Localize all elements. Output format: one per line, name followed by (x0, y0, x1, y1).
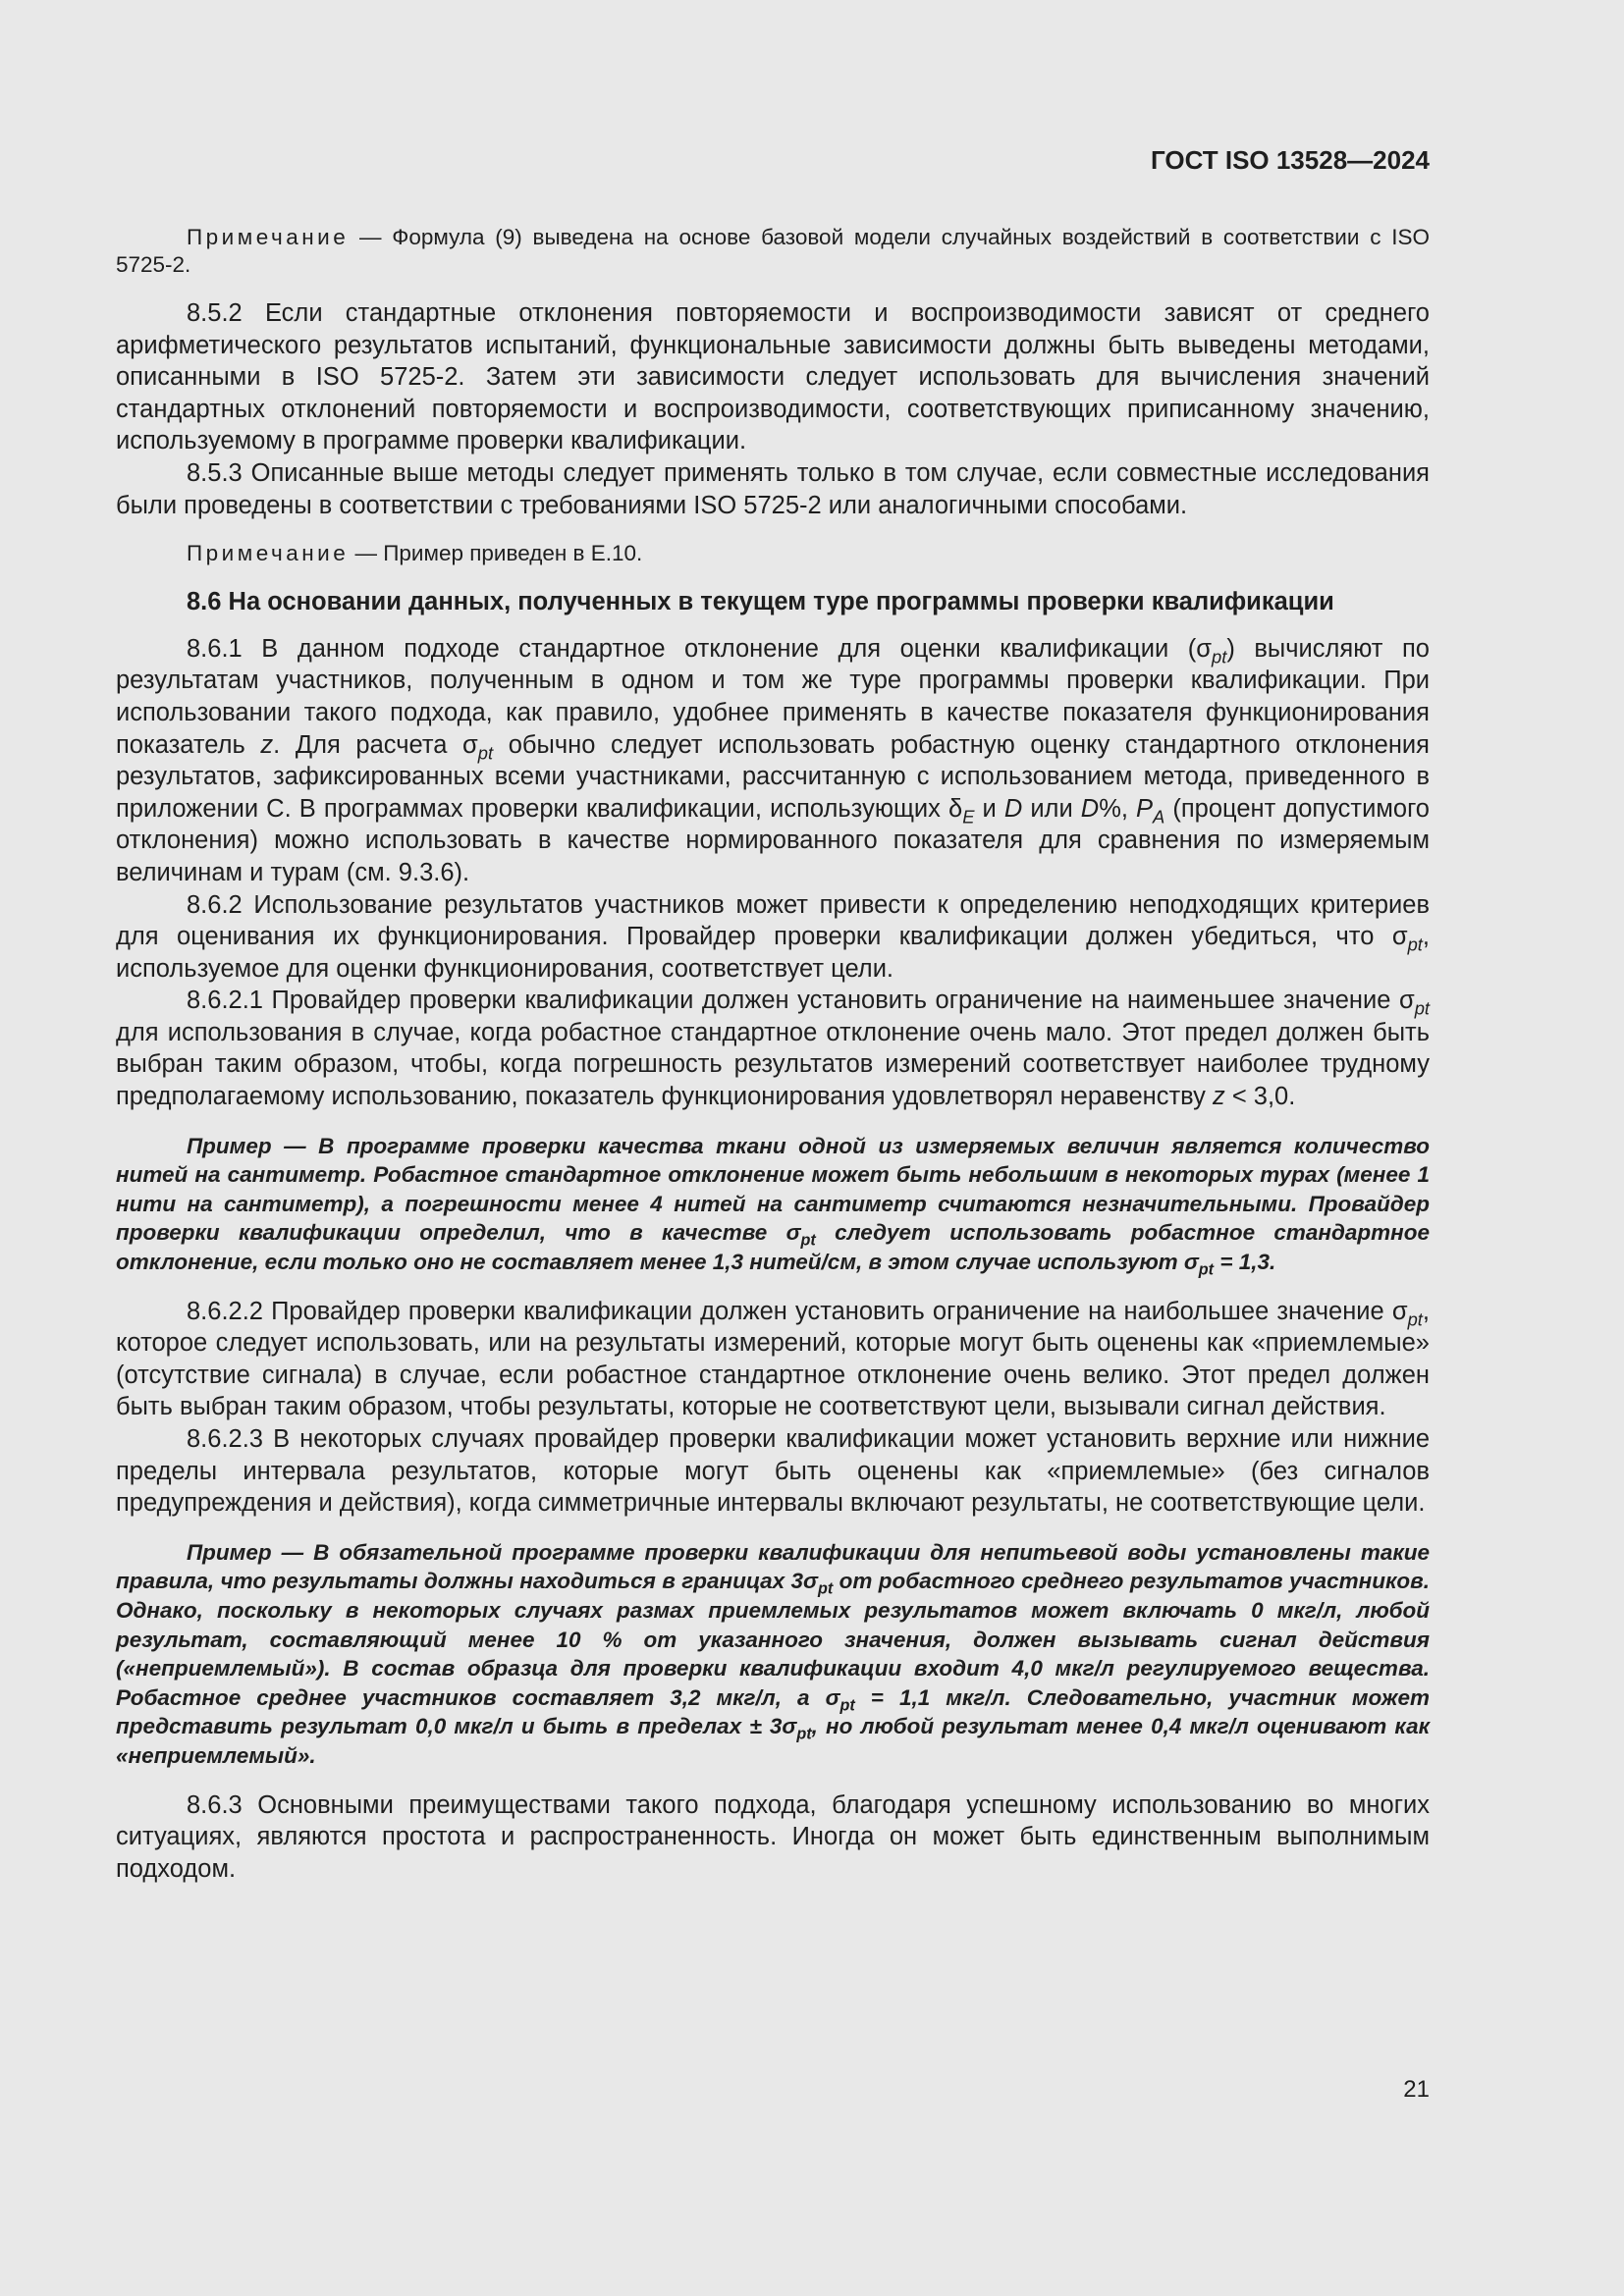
paragraph-8-6-2-2: 8.6.2.2 Провайдер проверки квалификации должен установить ограничение на наибольшее значение $\sigma_{pt}$, которое следует использовать, или на результаты измерений, которые могут быть оценены как «приемлемые» (отсутствие сигнала) в случае, если робастное стандартное отклонение очень велико. Этот предел должен быть выбран таким образом, чтобы результаты, которые не соответствуют цели, вызывали сигнал действия. (116, 1297, 1430, 1421)
page-body (116, 224, 1430, 1885)
paragraph-8-5-2: 8.5.2 Если стандартные отклонения повторяемости и воспроизводимости зависят от среднего арифметического результатов испытаний, функциональные зависимости должны быть выведены методами, описанными в ISO 5725-2. Затем эти зависимости следует использовать для вычисления значений стандартных отклонений повторяемости и воспроизводимости, соответствующих приписанному значению, используемому в программе проверки квалификации. (116, 299, 1430, 455)
paragraph-8-6-3: 8.6.3 Основными преимуществами такого подхода, благодаря успешному использованию во многих ситуациях, являются простота и распространенность. Иногда он может быть единственным выполнимым подходом. (116, 1790, 1430, 1883)
section-heading-8-6: 8.6 На основании данных, полученных в текущем туре программы проверки квалификации (187, 588, 1334, 616)
note-label: Примечание (187, 225, 350, 249)
example-fabric: Пример — В программе проверки качества ткани одной из измеряемых величин является количество нитей на сантиметр. Робастное стандартное отклонение может быть небольшим в некоторых турах (менее 1 нити на сантиметр), а погрешности менее 4 нитей на сантиметр считаются незначительными. Провайдер проверки квалификации определил, что в качестве $\sigma_{pt}$ следует использовать робастное стандартное отклонение, если только оно не составляет менее 1,3 нитей/см, в этом случае используют $\sigma_{pt} = 1,3$. (116, 1133, 1431, 1279)
paragraph-8-6-2-1: 8.6.2.1 Провайдер проверки квалификации должен установить ограничение на наименьшее значение $\sigma_{pt}$ для использования в случае, когда робастное стандартное отклонение очень мало. Этот предел должен быть выбран таким образом, чтобы, когда погрешность результатов измерений соответствует наиболее трудному предполагаемому использованию, показатель функционирования удовлетворял неравенству z < 3,0. (116, 987, 1430, 1111)
document-code: ГОСТ ISO 13528—2024 (1150, 145, 1430, 175)
paragraph-8-6-2-3: 8.6.2.3 В некоторых случаях провайдер проверки квалификации может установить верхние или нижние пределы интервала результатов, которые могут быть оценены как «приемлемые» (без сигналов предупреждения и действия), когда симметричные интервалы включают результаты, не соответствующие цели. (116, 1425, 1430, 1518)
paragraph-8-6-1: 8.6.1 В данном подходе стандартное отклонение для оценки квалификации $(\sigma_{pt})$ вычисляют по результатам участников, полученным в одном и том же туре программы проверки квалификации. При использовании такого подхода, как правило, удобнее применять в качестве показателя функционирования показатель z. Для расчета $\sigma_{pt}$ обычно следует использовать робастную оценку стандартного отклонения результатов, зафиксированных всеми участниками, рассчитанную с использованием метода, приведенного в приложении С. В программах проверки квалификации, использующих $\delta_E$ и D или D%, $P_A$ (процент допустимого отклонения) можно использовать в качестве нормированного показателя для сравнения по измеряемым величинам и турам (см. 9.3.6). (116, 634, 1430, 886)
paragraph-8-5-3: 8.5.3 Описанные выше методы следует применять только в том случае, если совместные исследования были проведены в соответствии с требованиями ISO 5725-2 или аналогичными способами. (116, 458, 1430, 519)
note-text: — Пример приведен в Е.10. (349, 541, 643, 566)
note-label: Примечание (187, 541, 350, 566)
note-text: — Формула (9) выведена на основе базовой модели случайных воздействий в соответствии с ISO 5725-2. (116, 225, 1430, 277)
paragraph-8-6-2: 8.6.2 Использование результатов участников может привести к определению неподходящих критериев для оценивания их функционирования. Провайдер проверки квалификации должен убедиться, что $\sigma_{pt}$, используемое для оценки функционирования, соответствует цели. (116, 890, 1430, 983)
note-example-e10 (116, 540, 1430, 567)
note-formula-9 (116, 224, 1430, 279)
page-number: 21 (1403, 2076, 1430, 2103)
example-water: Пример — В обязательной программе проверки квалификации для непитьевой воды установлены такие правила, что результаты должны находиться в границах $3\sigma_{pt}$ от робастного среднего результатов участников. Однако, поскольку в некоторых случаях размах приемлемых результатов может включать 0 мкг/л, любой результат, составляющий менее 10 % от указанного значения, должен вызывать сигнал действия («неприемлемый»). В состав образца для проверки квалификации входит 4,0 мкг/л регулируемого вещества. Робастное среднее участников составляет 3,2 мкг/л, а $\sigma_{pt} = 1,1$ мкг/л. Следовательно, участник может представить результат 0,0 мкг/л и быть в пределах ± $3\sigma_{pt}$, но любой результат менее 0,4 мкг/л оценивают как «неприемлемый». (116, 1539, 1430, 1768)
